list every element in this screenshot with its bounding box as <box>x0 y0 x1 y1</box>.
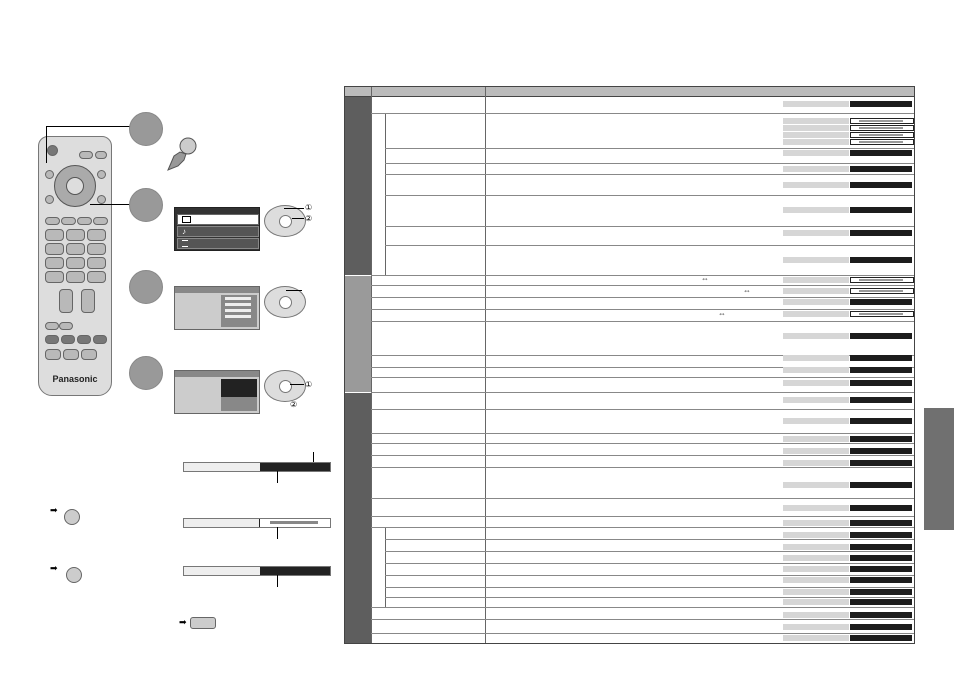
setting-value-box <box>783 505 912 511</box>
arrow-icon: ➡ <box>50 505 58 515</box>
row-separator <box>371 467 914 468</box>
setting-value-box <box>783 566 912 572</box>
row-separator <box>385 563 914 564</box>
column-divider <box>371 87 372 643</box>
setting-slider <box>783 139 912 145</box>
setting-value-box <box>783 555 912 561</box>
setting-value-box <box>783 532 912 538</box>
row-separator <box>371 607 914 608</box>
remote-button[interactable] <box>81 349 97 360</box>
step-2-circle <box>129 188 163 222</box>
setting-value-box <box>783 448 912 454</box>
setting-value-box <box>783 166 912 172</box>
callout-number: ② <box>305 214 313 223</box>
setting-value-box <box>783 436 912 442</box>
volume-button[interactable] <box>59 289 73 313</box>
section-b-label <box>345 276 371 392</box>
setting-value-box <box>783 367 912 373</box>
number-button[interactable] <box>45 243 64 255</box>
row-separator <box>385 575 914 576</box>
sub-column-divider <box>385 113 386 275</box>
callout-line <box>277 527 278 539</box>
number-button[interactable] <box>66 229 85 241</box>
row-separator <box>385 587 914 588</box>
submenu-values <box>221 295 257 327</box>
example-setting-bar <box>183 566 331 576</box>
number-button[interactable] <box>87 229 106 241</box>
remote-button[interactable] <box>45 349 61 360</box>
row-separator <box>385 148 914 149</box>
double-arrow: ⇔ <box>743 286 751 295</box>
menu-item-sound[interactable] <box>177 226 259 237</box>
settings-table <box>344 86 915 644</box>
row-separator <box>385 226 914 227</box>
row-separator <box>371 113 914 114</box>
menu-item-picture[interactable] <box>177 214 259 225</box>
callout-line <box>313 452 314 462</box>
tv-icon <box>182 216 191 223</box>
row-separator <box>385 174 914 175</box>
row-separator <box>371 285 914 286</box>
submenu-title-bar <box>175 371 259 377</box>
remote-key-button[interactable] <box>190 617 216 629</box>
row-separator <box>371 527 914 528</box>
row-separator <box>371 633 914 634</box>
row-separator <box>371 409 914 410</box>
callout-line <box>46 126 131 163</box>
table-header <box>345 87 914 97</box>
step-3-circle <box>129 270 163 304</box>
setting-slider <box>783 132 912 138</box>
setting-value-box <box>783 257 912 263</box>
setting-value-box <box>783 589 912 595</box>
remote-button[interactable] <box>45 217 60 225</box>
menu-item-setup[interactable] <box>177 238 259 249</box>
submenu-screen <box>174 286 260 330</box>
list-icon <box>182 240 188 247</box>
channel-button[interactable] <box>81 289 95 313</box>
row-separator <box>371 321 914 322</box>
row-separator <box>371 443 914 444</box>
setting-value-box <box>783 182 912 188</box>
row-separator <box>371 433 914 434</box>
setting-slider <box>783 288 912 294</box>
number-button[interactable] <box>87 271 106 283</box>
remote-button[interactable] <box>63 349 79 360</box>
remote-control <box>38 136 112 396</box>
double-arrow: ⇔ <box>718 309 726 318</box>
setting-value-box <box>783 418 912 424</box>
remote-button[interactable] <box>45 322 59 330</box>
number-button[interactable] <box>66 243 85 255</box>
brand-logo: Panasonic <box>52 374 98 384</box>
callout-line <box>290 384 304 385</box>
callout-line <box>277 471 278 483</box>
submenu-values <box>221 379 257 397</box>
setting-value-box <box>783 230 912 236</box>
submenu-title-bar <box>175 287 259 293</box>
row-separator <box>371 619 914 620</box>
remote-button[interactable] <box>77 217 92 225</box>
setting-value-box <box>783 544 912 550</box>
arrow-icon: ➡ <box>50 563 58 573</box>
setting-slider <box>783 118 912 124</box>
main-menu-screen <box>174 207 260 251</box>
music-icon: ♪ <box>182 227 186 236</box>
setting-value-box <box>783 520 912 526</box>
setting-slider <box>783 125 912 131</box>
remote-button[interactable] <box>93 217 108 225</box>
section-tab <box>924 408 954 530</box>
callout-line <box>277 575 278 587</box>
row-separator <box>371 455 914 456</box>
remote-button[interactable] <box>45 170 54 179</box>
callout-number: ① <box>305 203 313 212</box>
remote-button[interactable] <box>45 335 59 344</box>
remote-button[interactable] <box>59 322 73 330</box>
section-c-label <box>345 393 371 643</box>
setting-value-box <box>783 380 912 386</box>
row-separator <box>385 195 914 196</box>
setting-slider <box>783 311 912 317</box>
example-slider-bar <box>183 518 331 528</box>
setting-value-box <box>783 612 912 618</box>
row-separator <box>371 297 914 298</box>
callout-number: ② <box>290 400 298 409</box>
example-setting-bar <box>183 462 331 472</box>
dpad-icon[interactable] <box>264 370 306 402</box>
row-separator <box>371 377 914 378</box>
setting-value-box <box>783 207 912 213</box>
callout-number: ① <box>305 380 313 389</box>
setting-value-box <box>783 333 912 339</box>
callout-line <box>90 178 130 205</box>
setting-value-box <box>783 397 912 403</box>
remote-button[interactable] <box>93 335 107 344</box>
remote-button[interactable] <box>61 335 75 344</box>
row-separator <box>385 245 914 246</box>
row-separator <box>371 498 914 499</box>
number-button[interactable] <box>45 257 64 269</box>
number-button[interactable] <box>66 271 85 283</box>
row-separator <box>385 163 914 164</box>
setting-value-box <box>783 624 912 630</box>
row-separator <box>371 392 914 393</box>
remote-key-button[interactable] <box>64 509 80 525</box>
callout-line <box>292 218 304 219</box>
number-button[interactable] <box>87 243 106 255</box>
section-a-label <box>345 97 371 275</box>
row-separator <box>385 597 914 598</box>
row-separator <box>385 539 914 540</box>
row-separator <box>371 516 914 517</box>
dpad-icon[interactable] <box>264 205 306 237</box>
number-button[interactable] <box>45 271 64 283</box>
remote-button[interactable] <box>77 335 91 344</box>
setting-value-box <box>783 150 912 156</box>
setting-value-box <box>783 355 912 361</box>
callout-line <box>286 290 302 291</box>
remote-key-button[interactable] <box>66 567 82 583</box>
ok-button[interactable] <box>66 177 84 195</box>
number-button[interactable] <box>45 229 64 241</box>
setting-value-box <box>783 460 912 466</box>
remote-button[interactable] <box>61 217 76 225</box>
row-separator <box>371 309 914 310</box>
setting-value-box <box>783 599 912 605</box>
number-button[interactable] <box>66 257 85 269</box>
arrow-icon: ➡ <box>179 617 187 627</box>
step-1-circle <box>129 112 163 146</box>
row-separator <box>371 275 914 276</box>
callout-line <box>284 208 304 209</box>
double-arrow: ⇔ <box>701 274 709 283</box>
submenu-screen <box>174 370 260 414</box>
row-separator <box>385 551 914 552</box>
remote-button[interactable] <box>45 195 54 204</box>
number-button[interactable] <box>87 257 106 269</box>
setting-value-box <box>783 635 912 641</box>
column-divider <box>485 87 486 643</box>
setting-value-box <box>783 577 912 583</box>
setting-value-box <box>783 482 912 488</box>
setting-slider <box>783 277 912 283</box>
setting-value-box <box>783 299 912 305</box>
hand-pointer-icon <box>164 136 198 174</box>
setting-value-box <box>783 101 912 107</box>
step-4-circle <box>129 356 163 390</box>
